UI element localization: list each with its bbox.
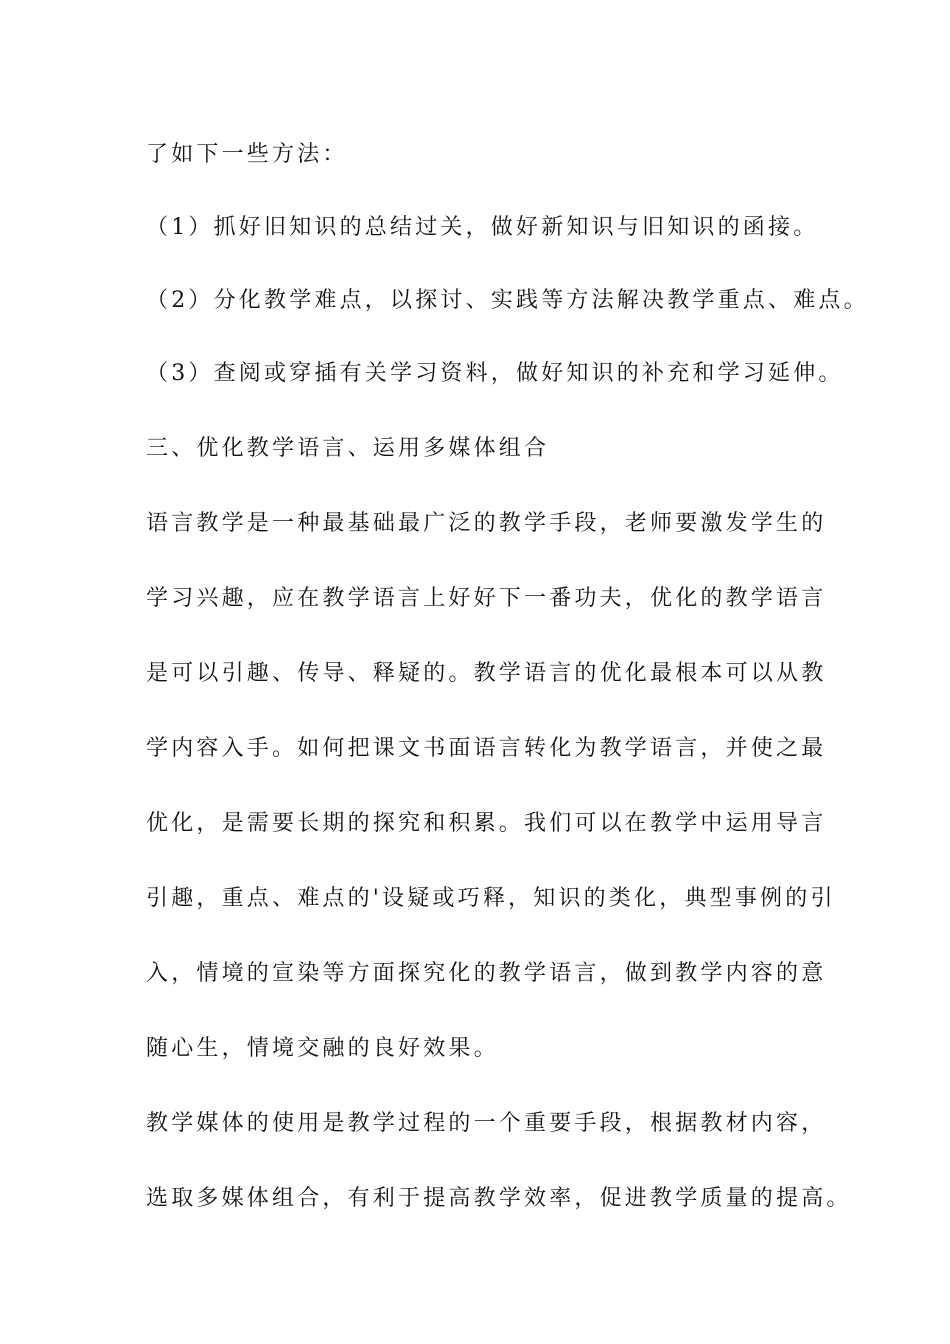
- paragraph-line: 选取多媒体组合，有利于提高教学效率，促进教学质量的提高。: [146, 1186, 852, 1211]
- section-heading: 三、优化教学语言、运用多媒体组合: [146, 436, 550, 461]
- paragraph-line: 入，情境的宣染等方面探究化的教学语言，做到教学内容的意: [146, 961, 827, 986]
- paragraph-line: 优化，是需要长期的探究和积累。我们可以在教学中运用导言: [146, 811, 827, 836]
- paragraph-line: 学内容入手。如何把课文书面语言转化为教学语言，并使之最: [146, 736, 827, 761]
- paragraph-line: 教学媒体的使用是教学过程的一个重要手段，根据教材内容，: [146, 1111, 827, 1136]
- paragraph-line: 语言教学是一种最基础最广泛的教学手段，老师要激发学生的: [146, 511, 827, 536]
- paragraph-line: 了如下一些方法：: [146, 142, 348, 167]
- paragraph-line: 是可以引趣、传导、释疑的。教学语言的优化最根本可以从教: [146, 661, 827, 686]
- list-item: （1）抓好旧知识的总结过关，做好新知识与旧知识的函接。: [146, 215, 819, 240]
- paragraph-line: 引趣，重点、难点的'设疑或巧释，知识的类化，典型事例的引: [146, 886, 836, 911]
- paragraph-line: 随心生，情境交融的良好效果。: [146, 1036, 499, 1061]
- list-item: （3）查阅或穿插有关学习资料，做好知识的补充和学习延伸。: [146, 361, 844, 386]
- paragraph-line: 学习兴趣，应在教学语言上好好下一番功夫，优化的教学语言: [146, 586, 827, 611]
- list-item: （2）分化教学难点，以探讨、实践等方法解决教学重点、难点。: [146, 288, 869, 313]
